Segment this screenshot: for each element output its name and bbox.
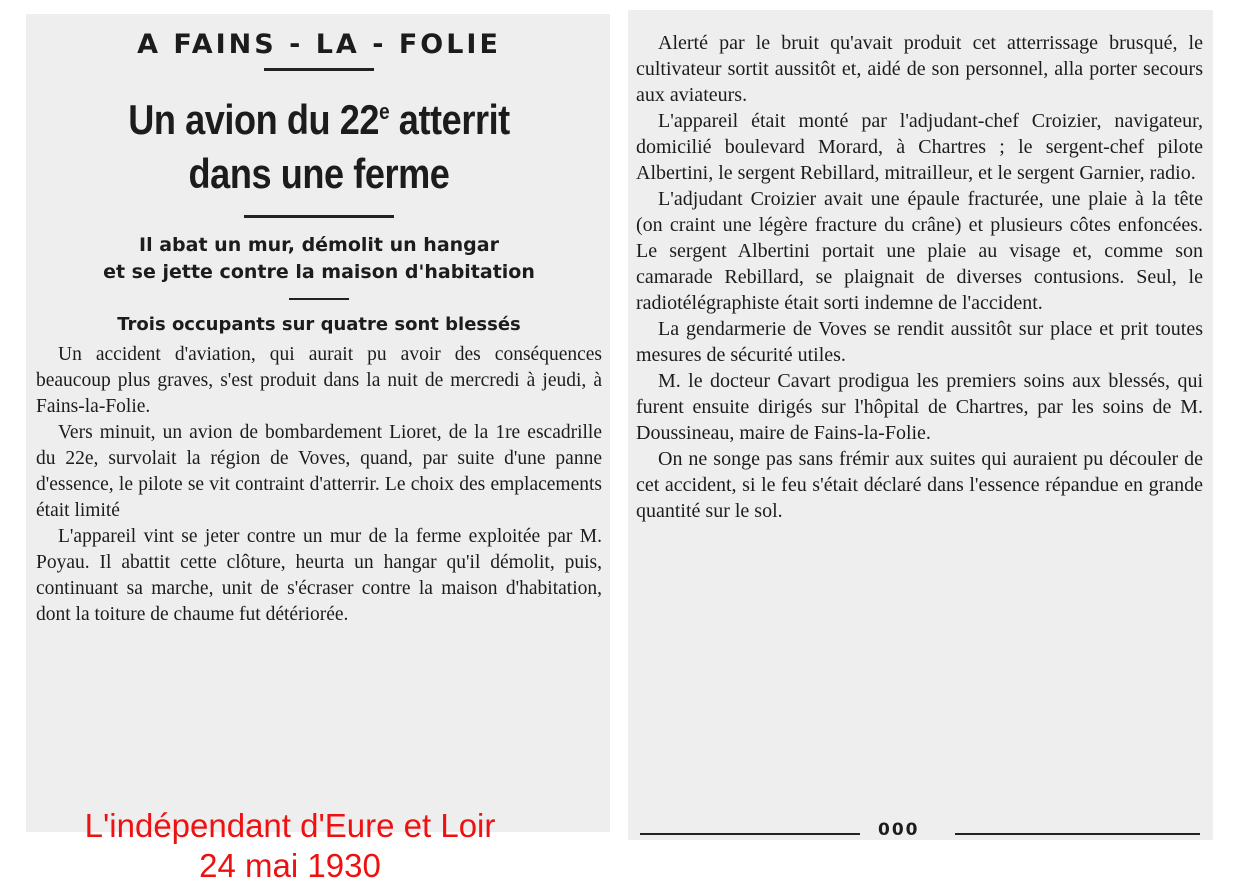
article-kicker: A FAINS - LA - FOLIE: [137, 29, 501, 60]
left-paragraph-1: Un accident d'aviation, qui aurait pu avoir des conséquences beaucoup plus graves, s'est produit dans la nuit de mercredi à jeudi, à Fains-la-Folie.: [36, 344, 602, 417]
end-ornament: 000: [878, 820, 920, 840]
title-superscript: e: [379, 99, 390, 124]
title-text-a: Un avion du 22: [128, 96, 380, 143]
article-end-rule: [640, 820, 1200, 840]
right-paragraph-4: La gendarmerie de Voves se rendit aussitôt sur place et prit toutes mesures de sécurité utiles.: [636, 318, 1203, 366]
title-text-b: atterrit: [389, 96, 510, 143]
subtitle-divider: [289, 298, 349, 300]
end-rule-left-line: [640, 833, 860, 835]
right-paragraph-1: Alerté par le bruit qu'avait produit cet atterrissage brusqué, le cultivateur sortit aussitôt et, aidé de son personnel, alla porter secours aux aviateurs.: [636, 32, 1203, 106]
left-paragraph-3: L'appareil vint se jeter contre un mur de la ferme exploitée par M. Poyau. Il abattit cette clôture, heurta un hangar qu'il démolit, puis, continuant sa marche, unit de s'écraser contre la maison d'habitation, dont la toiture de chaume fut détériorée.: [36, 526, 602, 625]
source-date: 24 mai 1930: [199, 847, 381, 884]
right-paragraph-2: L'appareil était monté par l'adjudant-chef Croizier, navigateur, domicilié boulevard Morard, à Chartres ; le sergent-chef pilote Albertini, le sergent Rebillard, mitrailleur, et le sergent Garnier, radio.: [636, 110, 1203, 184]
kicker-divider: [264, 68, 374, 71]
article-title-line2: dans une ferme: [188, 150, 450, 197]
right-paragraph-6: On ne songe pas sans frémir aux suites qui auraient pu découler de cet accident, si le feu s'était déclaré dans l'essence répandue en grande quantité sur le sol.: [636, 448, 1203, 522]
article-subhead: Trois occupants sur quatre sont blessés: [117, 314, 521, 335]
right-paragraph-5: M. le docteur Cavart prodigua les premiers soins aux blessés, qui furent ensuite dirigés sur l'hôpital de Chartres, par les soins de M. Doussineau, maire de Fains-la-Folie.: [636, 370, 1203, 444]
article-right-column: [628, 10, 1213, 840]
source-publication: L'indépendant d'Eure et Loir: [84, 807, 496, 844]
article-title-line1: [76, 85, 563, 147]
title-divider: [244, 215, 394, 218]
left-paragraph-2: Vers minuit, un avion de bombardement Lioret, de la 1re escadrille du 22e, survolait la région de Voves, quand, par suite d'une panne d'essence, le pilote se vit contraint d'atterrir. Le choix des emplacements était limité: [36, 422, 602, 521]
end-rule-right-line: [955, 833, 1200, 835]
right-paragraph-3: L'adjudant Croizier avait une épaule fracturée, une plaie à la tête (on craint une légère fracture du crâne) et plusieurs côtes enfoncées. Le sergent Albertini portait une plaie au visage et, comme son camarade Rebillard, se plaignait de diverses contusions. Seul, le radiotélégraphiste était sorti indemne de l'accident.: [636, 188, 1203, 314]
article-subtitle-line1: Il abat un mur, démolit un hangar: [139, 234, 499, 256]
article-left-column: [26, 14, 610, 832]
article-subtitle-line2: et se jette contre la maison d'habitation: [103, 261, 535, 283]
